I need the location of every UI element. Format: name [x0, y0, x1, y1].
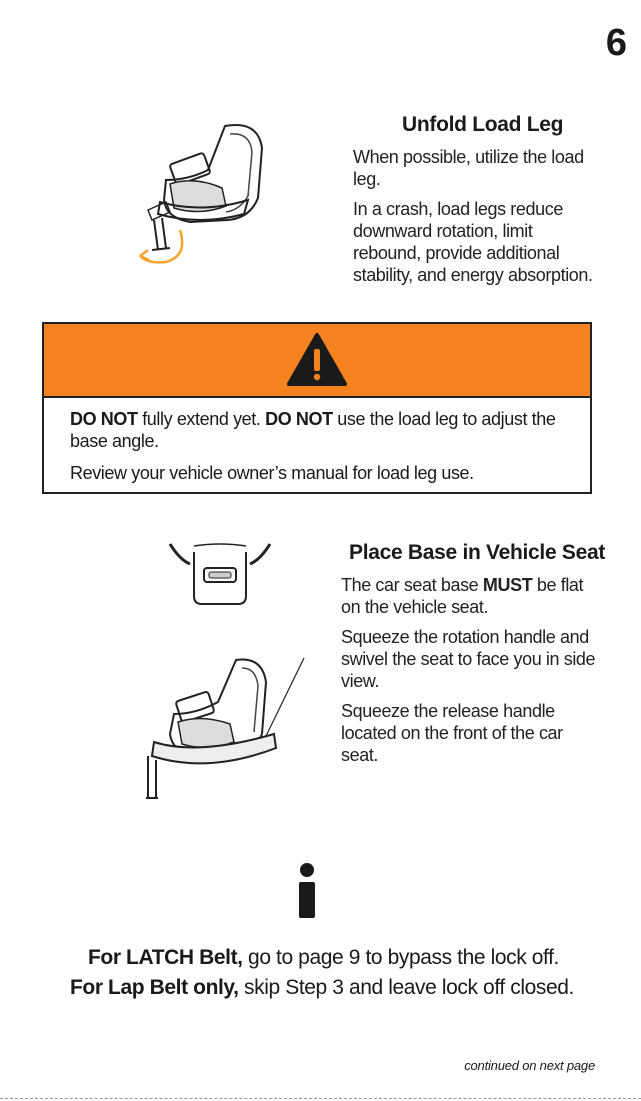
place-paragraph-1 — [341, 574, 603, 618]
page-bottom-edge — [0, 1098, 641, 1099]
warning-body — [44, 398, 590, 484]
warning-header — [44, 324, 590, 398]
latch-belt-note — [88, 944, 559, 972]
continued-footer: continued on next page — [464, 1058, 595, 1073]
warning-box — [42, 322, 592, 494]
latch-belt-text: go to page 9 to bypass the lock off. — [242, 946, 559, 969]
place-p1-pre: The car seat base — [341, 575, 483, 595]
release-handle-illustration — [166, 538, 274, 608]
latch-belt-label: For LATCH Belt, — [88, 946, 243, 969]
unfold-paragraph-2: In a crash, load legs reduce downward rotation, limit rebound, provide additional stability, and energy absorption. — [353, 199, 593, 285]
lap-belt-label: For Lap Belt only, — [70, 976, 239, 999]
place-p1-post: be flat on the vehicle seat. — [341, 575, 584, 617]
page-number: 6 — [605, 22, 627, 64]
warning-line-2: Review your vehicle owner’s manual for load leg use. — [70, 463, 474, 483]
warning-do-not-2: DO NOT — [265, 409, 333, 429]
warning-do-not-1: DO NOT — [70, 409, 138, 429]
warning-text-1: fully extend yet. — [137, 409, 266, 429]
lap-belt-text: skip Step 3 and leave lock off closed. — [238, 976, 574, 999]
place-paragraph-3: Squeeze the release handle located on the front of the car seat. — [341, 701, 563, 765]
info-icon — [296, 862, 318, 918]
unfold-paragraph-1: When possible, utilize the load leg. — [353, 147, 584, 189]
unfold-load-leg-text — [353, 146, 603, 294]
lap-belt-note — [70, 974, 574, 1002]
unfold-load-leg-title: Unfold Load Leg — [402, 113, 564, 136]
place-p1-must: MUST — [482, 575, 533, 595]
warning-line-1 — [70, 408, 566, 452]
warning-triangle-icon — [286, 332, 348, 388]
place-base-title: Place Base in Vehicle Seat — [349, 541, 606, 564]
car-seat-in-vehicle-illustration — [138, 652, 310, 804]
place-base-text — [341, 574, 603, 774]
place-paragraph-2: Squeeze the rotation handle and swivel the seat to face you in side view. — [341, 627, 596, 691]
car-seat-load-leg-illustration — [130, 118, 280, 278]
warning-text-2: use the load leg to adjust the base angle. — [70, 409, 556, 451]
